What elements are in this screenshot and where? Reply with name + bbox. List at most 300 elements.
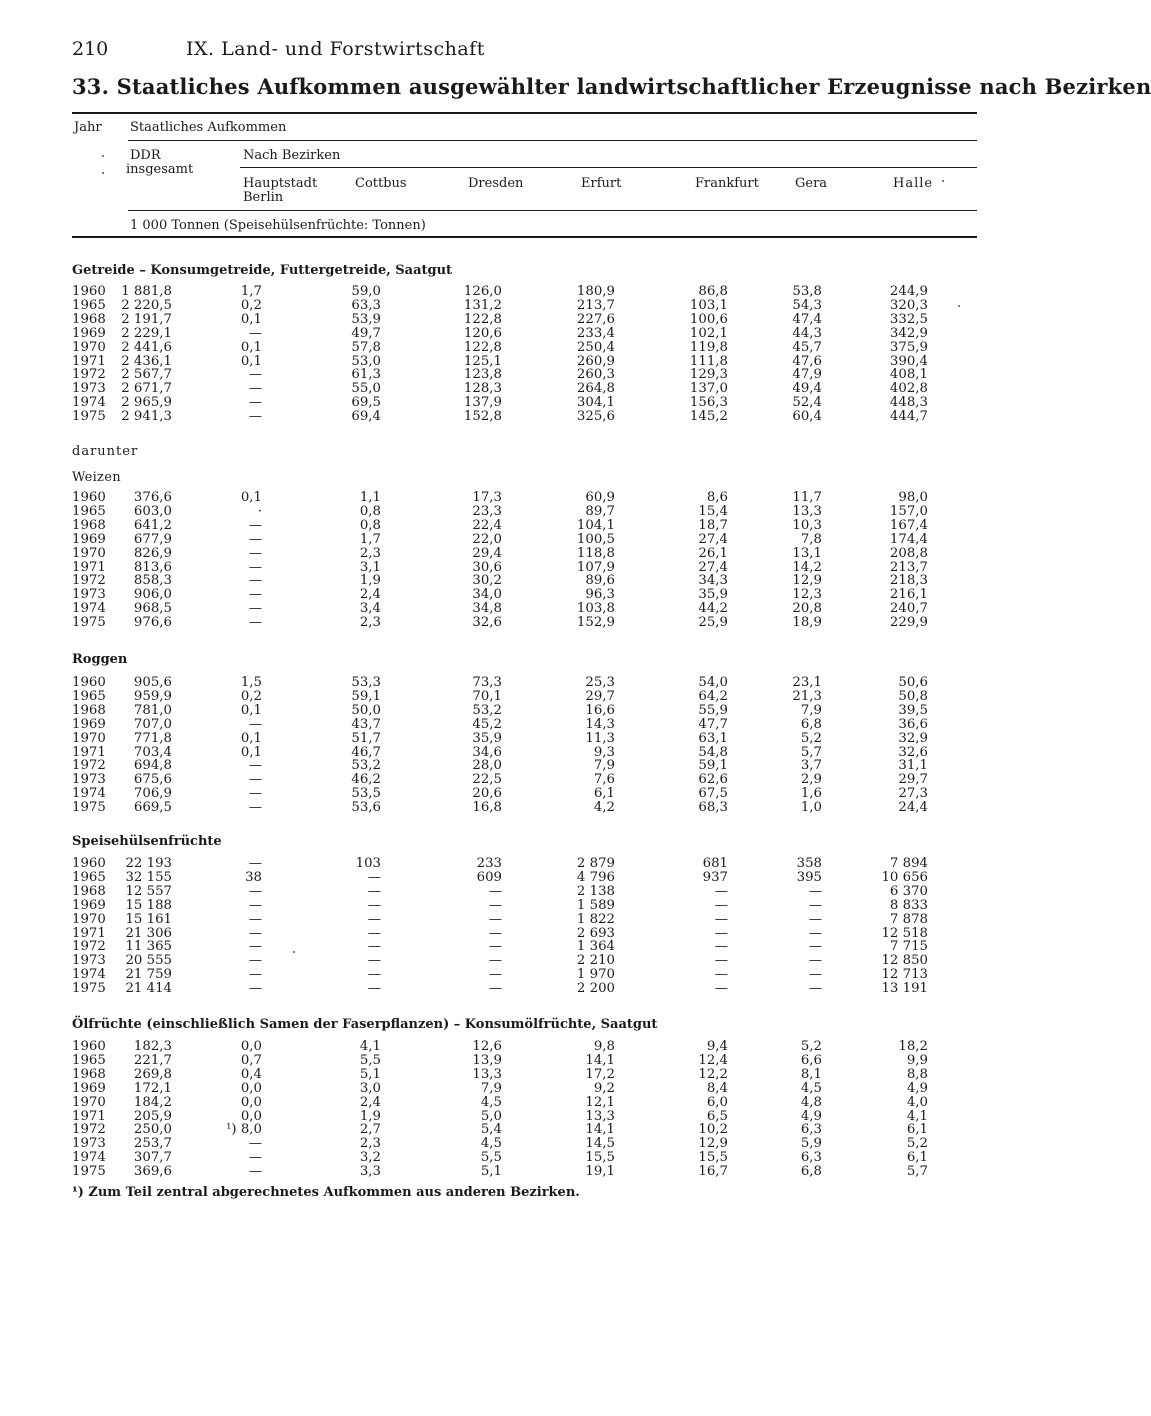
cell-year: 1971 <box>72 1108 106 1124</box>
header-gera: Gera <box>795 176 828 191</box>
cell-halle: 9,9 <box>906 1052 928 1068</box>
cell-berlin: 0,2 <box>240 297 262 313</box>
cell-cottbus: — <box>367 869 381 885</box>
cell-berlin: — <box>248 883 262 899</box>
cell-ddr: 182,3 <box>133 1039 172 1054</box>
cell-year: 1969 <box>72 325 106 341</box>
cell-frankfurt: — <box>714 953 728 969</box>
cell-ddr: 369,6 <box>133 1164 172 1180</box>
cell-frankfurt: 44,2 <box>698 601 728 617</box>
section-title: Getreide – Konsumgetreide, Futtergetreide, Saatgut <box>72 263 453 278</box>
cell-cottbus: — <box>367 981 381 997</box>
table-row <box>0 588 1024 602</box>
table-row <box>0 676 1024 690</box>
cell-dresden: 128,3 <box>463 381 502 397</box>
table-row <box>0 574 1024 588</box>
cell-year: 1972 <box>72 758 106 774</box>
cell-gera: 44,3 <box>792 325 822 341</box>
cell-year: 1975 <box>72 981 106 997</box>
cell-cottbus: — <box>367 967 381 983</box>
cell-berlin: — <box>248 939 262 955</box>
cell-gera: 2,9 <box>800 772 822 788</box>
cell-year: 1969 <box>72 1080 106 1096</box>
cell-erfurt: 4,2 <box>593 800 615 816</box>
header-rule-1 <box>128 140 977 141</box>
cell-year: 1960 <box>72 284 106 299</box>
cell-dresden: 120,6 <box>463 325 502 341</box>
cell-berlin: — <box>248 587 262 603</box>
cell-ddr: 2 671,7 <box>121 381 172 397</box>
cell-gera: — <box>808 911 822 927</box>
cell-gera: 14,2 <box>792 559 822 575</box>
cell-berlin: 0,1 <box>240 730 262 746</box>
cell-erfurt: 107,9 <box>576 559 615 575</box>
cell-frankfurt: — <box>714 967 728 983</box>
cell-cottbus: 53,6 <box>351 800 381 816</box>
header-rule-3 <box>128 210 977 211</box>
cell-halle: 12 850 <box>881 953 928 969</box>
cell-dresden: — <box>488 981 502 997</box>
cell-dresden: 32,6 <box>472 615 502 631</box>
cell-ddr: 2 220,5 <box>121 297 172 313</box>
cell-berlin: — <box>248 531 262 547</box>
cell-erfurt: 227,6 <box>576 311 615 327</box>
cell-frankfurt: — <box>714 911 728 927</box>
table-row <box>0 368 1024 382</box>
cell-gera: 5,2 <box>800 1039 822 1054</box>
cell-dresden: — <box>488 883 502 899</box>
cell-frankfurt: 137,0 <box>689 381 728 397</box>
table-row <box>0 1068 1024 1082</box>
scan-speck <box>942 180 944 182</box>
cell-cottbus: — <box>367 939 381 955</box>
table-row <box>0 1123 1024 1137</box>
cell-erfurt: 6,1 <box>593 786 615 802</box>
cell-halle: 444,7 <box>889 409 928 425</box>
cell-ddr: 968,5 <box>133 601 172 617</box>
cell-dresden: 5,4 <box>480 1122 502 1138</box>
cell-dresden: 23,3 <box>472 503 502 519</box>
cell-gera: 45,7 <box>792 339 822 355</box>
cell-erfurt: 29,7 <box>585 688 615 704</box>
table-row <box>0 1096 1024 1110</box>
cell-frankfurt: 100,6 <box>689 311 728 327</box>
cell-erfurt: 19,1 <box>585 1164 615 1180</box>
cell-erfurt: 104,1 <box>576 517 615 533</box>
table-row <box>0 704 1024 718</box>
cell-halle: 27,3 <box>898 786 928 802</box>
cell-gera: 13,3 <box>792 503 822 519</box>
cell-berlin: — <box>248 758 262 774</box>
cell-halle: 244,9 <box>889 284 928 299</box>
cell-ddr: 641,2 <box>133 517 172 533</box>
table-row <box>0 968 1024 982</box>
cell-frankfurt: 68,3 <box>698 800 728 816</box>
cell-year: 1974 <box>72 601 106 617</box>
cell-year: 1970 <box>72 1094 106 1110</box>
table-row <box>0 519 1024 533</box>
cell-dresden: 122,8 <box>463 339 502 355</box>
footnote: ¹) Zum Teil zentral abgerechnetes Aufkommen aus anderen Bezirken. <box>72 1185 580 1200</box>
cell-berlin: — <box>248 367 262 383</box>
cell-frankfurt: 54,0 <box>698 675 728 690</box>
cell-frankfurt: 47,7 <box>698 716 728 732</box>
header-rule-2 <box>240 167 977 168</box>
cell-berlin: — <box>248 409 262 425</box>
cell-cottbus: 46,7 <box>351 744 381 760</box>
cell-halle: 7 894 <box>889 856 928 871</box>
cell-frankfurt: 937 <box>702 869 728 885</box>
cell-erfurt: 96,3 <box>585 587 615 603</box>
cell-gera: 1,0 <box>800 800 822 816</box>
cell-halle: 174,4 <box>889 531 928 547</box>
cell-halle: 8,8 <box>906 1066 928 1082</box>
cell-dresden: 20,6 <box>472 786 502 802</box>
cell-frankfurt: 8,4 <box>706 1080 728 1096</box>
cell-dresden: 13,9 <box>472 1052 502 1068</box>
cell-dresden: 30,6 <box>472 559 502 575</box>
cell-berlin: 0,7 <box>240 1052 262 1068</box>
cell-halle: 50,6 <box>898 675 928 690</box>
cell-halle: 5,7 <box>906 1164 928 1180</box>
cell-year: 1969 <box>72 716 106 732</box>
table-row <box>0 313 1024 327</box>
cell-gera: 4,5 <box>800 1080 822 1096</box>
cell-dresden: 4,5 <box>480 1136 502 1152</box>
cell-year: 1975 <box>72 800 106 816</box>
cell-year: 1971 <box>72 353 106 369</box>
cell-cottbus: 51,7 <box>351 730 381 746</box>
cell-erfurt: 60,9 <box>585 490 615 505</box>
header-top-rule <box>72 112 977 114</box>
cell-halle: 375,9 <box>889 339 928 355</box>
cell-cottbus: 2,4 <box>359 1094 381 1110</box>
cell-berlin: — <box>248 981 262 997</box>
table-row <box>0 1151 1024 1165</box>
cell-year: 1965 <box>72 869 106 885</box>
cell-year: 1968 <box>72 702 106 718</box>
section-title: Weizen <box>72 470 121 485</box>
table-row <box>0 410 1024 424</box>
cell-halle: 4,9 <box>906 1080 928 1096</box>
table-row <box>0 885 1024 899</box>
cell-ddr: 675,6 <box>133 772 172 788</box>
cell-ddr: 184,2 <box>133 1094 172 1110</box>
cell-ddr: 1 881,8 <box>121 284 172 299</box>
cell-ddr: 21 759 <box>125 967 172 983</box>
header-ddr-1: DDR <box>130 148 161 163</box>
cell-ddr: 771,8 <box>133 730 172 746</box>
cell-dresden: 17,3 <box>472 490 502 505</box>
cell-dresden: 123,8 <box>463 367 502 383</box>
cell-erfurt: 11,3 <box>585 730 615 746</box>
cell-erfurt: 14,1 <box>585 1052 615 1068</box>
cell-halle: 167,4 <box>889 517 928 533</box>
cell-berlin: — <box>248 786 262 802</box>
cell-halle: 6,1 <box>906 1150 928 1166</box>
cell-halle: 332,5 <box>889 311 928 327</box>
cell-cottbus: — <box>367 897 381 913</box>
cell-gera: — <box>808 897 822 913</box>
cell-ddr: 2 436,1 <box>121 353 172 369</box>
cell-halle: 12 518 <box>881 925 928 941</box>
cell-dresden: 45,2 <box>472 716 502 732</box>
cell-gera: 20,8 <box>792 601 822 617</box>
cell-ddr: 669,5 <box>133 800 172 816</box>
cell-gera: — <box>808 925 822 941</box>
cell-ddr: 858,3 <box>133 573 172 589</box>
cell-dresden: 4,5 <box>480 1094 502 1110</box>
cell-gera: 18,9 <box>792 615 822 631</box>
table-row <box>0 327 1024 341</box>
cell-ddr: 703,4 <box>133 744 172 760</box>
cell-berlin: — <box>248 1150 262 1166</box>
scan-speck <box>102 155 104 157</box>
cell-cottbus: 55,0 <box>351 381 381 397</box>
cell-cottbus: 2,7 <box>359 1122 381 1138</box>
cell-berlin: — <box>248 800 262 816</box>
cell-erfurt: 4 796 <box>576 869 615 885</box>
cell-gera: 3,7 <box>800 758 822 774</box>
cell-halle: 216,1 <box>889 587 928 603</box>
cell-erfurt: 7,6 <box>593 772 615 788</box>
cell-berlin: 38 <box>245 869 262 885</box>
cell-erfurt: 14,1 <box>585 1122 615 1138</box>
cell-year: 1971 <box>72 559 106 575</box>
table-row <box>0 561 1024 575</box>
cell-erfurt: 304,1 <box>576 395 615 411</box>
cell-cottbus: 0,8 <box>359 503 381 519</box>
cell-dresden: 16,8 <box>472 800 502 816</box>
cell-dresden: 13,3 <box>472 1066 502 1082</box>
table-row <box>0 801 1024 815</box>
cell-year: 1969 <box>72 531 106 547</box>
cell-gera: 23,1 <box>792 675 822 690</box>
cell-year: 1970 <box>72 545 106 561</box>
cell-gera: 47,4 <box>792 311 822 327</box>
cell-frankfurt: 26,1 <box>698 545 728 561</box>
cell-frankfurt: 119,8 <box>689 339 728 355</box>
cell-year: 1972 <box>72 939 106 955</box>
cell-ddr: 677,9 <box>133 531 172 547</box>
cell-gera: 53,8 <box>792 284 822 299</box>
cell-frankfurt: — <box>714 897 728 913</box>
cell-cottbus: 1,7 <box>359 531 381 547</box>
cell-frankfurt: 681 <box>702 856 728 871</box>
cell-year: 1965 <box>72 688 106 704</box>
cell-ddr: 2 965,9 <box>121 395 172 411</box>
header-frankfurt: Frankfurt <box>695 176 759 191</box>
cell-erfurt: 14,3 <box>585 716 615 732</box>
cell-frankfurt: 64,2 <box>698 688 728 704</box>
cell-frankfurt: 27,4 <box>698 531 728 547</box>
cell-year: 1965 <box>72 1052 106 1068</box>
cell-year: 1972 <box>72 367 106 383</box>
cell-erfurt: 118,8 <box>576 545 615 561</box>
table-row <box>0 1082 1024 1096</box>
cell-ddr: 22 193 <box>125 856 172 871</box>
cell-year: 1975 <box>72 1164 106 1180</box>
table-row <box>0 491 1024 505</box>
cell-dresden: 5,1 <box>480 1164 502 1180</box>
cell-frankfurt: 54,8 <box>698 744 728 760</box>
cell-berlin: — <box>248 925 262 941</box>
cell-cottbus: 57,8 <box>351 339 381 355</box>
table-row <box>0 871 1024 885</box>
cell-halle: 13 191 <box>881 981 928 997</box>
cell-year: 1973 <box>72 381 106 397</box>
cell-berlin: 0,0 <box>240 1080 262 1096</box>
cell-dresden: 29,4 <box>472 545 502 561</box>
cell-year: 1969 <box>72 897 106 913</box>
cell-dresden: — <box>488 897 502 913</box>
table-row <box>0 533 1024 547</box>
cell-berlin: 0,1 <box>240 353 262 369</box>
cell-ddr: 253,7 <box>133 1136 172 1152</box>
cell-cottbus: 3,3 <box>359 1164 381 1180</box>
table-row <box>0 341 1024 355</box>
cell-erfurt: 233,4 <box>576 325 615 341</box>
cell-ddr: 2 229,1 <box>121 325 172 341</box>
cell-halle: 6 370 <box>889 883 928 899</box>
cell-year: 1968 <box>72 311 106 327</box>
cell-halle: 208,8 <box>889 545 928 561</box>
cell-erfurt: 100,5 <box>576 531 615 547</box>
cell-cottbus: 0,8 <box>359 517 381 533</box>
table-row <box>0 602 1024 616</box>
cell-frankfurt: 12,4 <box>698 1052 728 1068</box>
cell-dresden: 34,6 <box>472 744 502 760</box>
cell-erfurt: 14,5 <box>585 1136 615 1152</box>
cell-frankfurt: — <box>714 925 728 941</box>
header-ddr-2: insgesamt <box>126 162 194 177</box>
cell-cottbus: 5,1 <box>359 1066 381 1082</box>
table-row <box>0 982 1024 996</box>
cell-ddr: 2 191,7 <box>121 311 172 327</box>
table-row <box>0 857 1024 871</box>
cell-cottbus: — <box>367 883 381 899</box>
cell-halle: 98,0 <box>898 490 928 505</box>
page-number: 210 <box>72 38 109 60</box>
header-bottom-rule <box>72 236 977 238</box>
cell-cottbus: 53,5 <box>351 786 381 802</box>
cell-frankfurt: — <box>714 981 728 997</box>
table-row <box>0 285 1024 299</box>
header-berlin-1: Hauptstadt <box>243 176 318 191</box>
cell-ddr: 269,8 <box>133 1066 172 1082</box>
cell-erfurt: 260,3 <box>576 367 615 383</box>
cell-halle: 39,5 <box>898 702 928 718</box>
cell-gera: — <box>808 883 822 899</box>
cell-halle: 7 715 <box>889 939 928 955</box>
cell-erfurt: 1 364 <box>576 939 615 955</box>
cell-cottbus: 46,2 <box>351 772 381 788</box>
cell-ddr: 15 188 <box>125 897 172 913</box>
cell-year: 1971 <box>72 744 106 760</box>
cell-year: 1973 <box>72 772 106 788</box>
table-row <box>0 505 1024 519</box>
cell-berlin: · <box>257 503 262 519</box>
cell-gera: 11,7 <box>792 490 822 505</box>
cell-cottbus: 2,3 <box>359 615 381 631</box>
cell-dresden: 30,2 <box>472 573 502 589</box>
cell-dresden: 53,2 <box>472 702 502 718</box>
cell-cottbus: 3,1 <box>359 559 381 575</box>
cell-halle: 24,4 <box>898 800 928 816</box>
cell-gera: 10,3 <box>792 517 822 533</box>
cell-erfurt: 2 210 <box>576 953 615 969</box>
cell-year: 1972 <box>72 1122 106 1138</box>
cell-gera: 6,3 <box>800 1150 822 1166</box>
cell-berlin: 1,5 <box>240 675 262 690</box>
cell-cottbus: 3,2 <box>359 1150 381 1166</box>
cell-year: 1974 <box>72 786 106 802</box>
cell-cottbus: 3,0 <box>359 1080 381 1096</box>
cell-frankfurt: 6,5 <box>706 1108 728 1124</box>
cell-dresden: 22,4 <box>472 517 502 533</box>
cell-gera: 21,3 <box>792 688 822 704</box>
cell-erfurt: 1 970 <box>576 967 615 983</box>
cell-berlin: — <box>248 1164 262 1180</box>
cell-berlin: 1,7 <box>240 284 262 299</box>
cell-ddr: 976,6 <box>133 615 172 631</box>
cell-cottbus: 5,5 <box>359 1052 381 1068</box>
cell-dresden: — <box>488 925 502 941</box>
cell-berlin: 0,1 <box>240 702 262 718</box>
cell-gera: 52,4 <box>792 395 822 411</box>
header-staatliches: Staatliches Aufkommen <box>130 120 287 135</box>
header-unit: 1 000 Tonnen (Speisehülsenfrüchte: Tonnen) <box>130 218 426 233</box>
cell-frankfurt: 156,3 <box>689 395 728 411</box>
cell-dresden: 137,9 <box>463 395 502 411</box>
cell-halle: 18,2 <box>898 1039 928 1054</box>
cell-gera: 6,6 <box>800 1052 822 1068</box>
cell-berlin: ¹) 8,0 <box>226 1122 262 1138</box>
table-row <box>0 899 1024 913</box>
cell-gera: 7,9 <box>800 702 822 718</box>
cell-frankfurt: 34,3 <box>698 573 728 589</box>
cell-year: 1972 <box>72 573 106 589</box>
cell-gera: 4,8 <box>800 1094 822 1110</box>
table-row <box>0 355 1024 369</box>
cell-dresden: 34,8 <box>472 601 502 617</box>
cell-berlin: 0,1 <box>240 744 262 760</box>
cell-halle: 4,1 <box>906 1108 928 1124</box>
table-row <box>0 299 1024 313</box>
cell-dresden: 73,3 <box>472 675 502 690</box>
cell-halle: 10 656 <box>881 869 928 885</box>
cell-halle: 32,9 <box>898 730 928 746</box>
cell-erfurt: 89,6 <box>585 573 615 589</box>
cell-berlin: 0,0 <box>240 1108 262 1124</box>
cell-halle: 448,3 <box>889 395 928 411</box>
cell-frankfurt: — <box>714 939 728 955</box>
cell-erfurt: 1 822 <box>576 911 615 927</box>
cell-gera: 6,8 <box>800 1164 822 1180</box>
cell-ddr: 906,0 <box>133 587 172 603</box>
cell-cottbus: 63,3 <box>351 297 381 313</box>
cell-halle: 32,6 <box>898 744 928 760</box>
cell-erfurt: 9,3 <box>593 744 615 760</box>
scan-speck <box>102 172 104 174</box>
table-row <box>0 1165 1024 1179</box>
cell-dresden: — <box>488 911 502 927</box>
table-row <box>0 954 1024 968</box>
cell-ddr: 172,1 <box>133 1080 172 1096</box>
cell-halle: 229,9 <box>889 615 928 631</box>
cell-cottbus: 53,9 <box>351 311 381 327</box>
cell-berlin: — <box>248 716 262 732</box>
